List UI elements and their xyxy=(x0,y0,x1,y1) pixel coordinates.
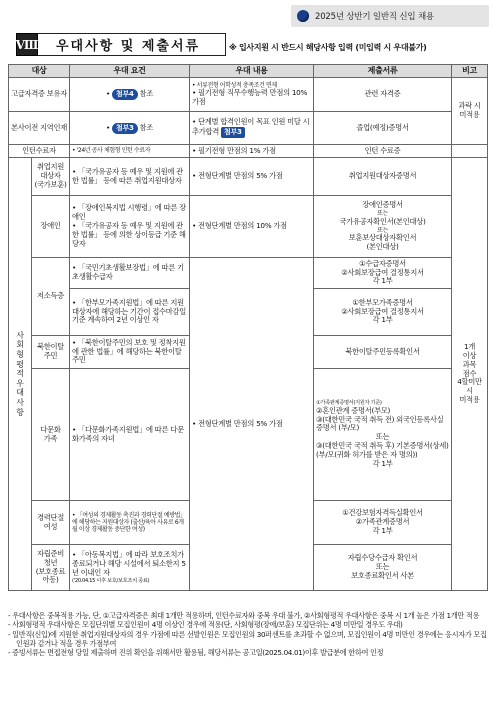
documents-cell xyxy=(314,501,452,545)
requirement-text: 「여성의 경제활동 촉진과 경력단절 예방법」에 해당하는 지원대상자 (출산/육아 사유로 6개월 이상 경제활동 중단한 여성) xyxy=(72,511,186,534)
doc-line: 또는 xyxy=(375,562,390,572)
doc-line: 보호종료확인서 사본 xyxy=(351,570,414,580)
social-note-cell xyxy=(452,158,488,591)
content-text: 서류전형 어학성적 충족조건 면제 xyxy=(196,81,277,89)
target-line: 취업지원 xyxy=(37,162,64,172)
note-cell-empty xyxy=(452,145,488,158)
header-requirement: 우대 요건 xyxy=(70,65,190,78)
content-text: 필기전형 만점의 1% 가점 xyxy=(198,145,276,155)
requirement-line: • 「장애인복지법 시행령」에 따른 장애인 xyxy=(72,203,186,222)
table-row xyxy=(9,196,488,258)
requirement-cell: • 「국민기초생활보장법」에 따른 기초생활수급자 xyxy=(70,258,190,289)
table-row xyxy=(9,158,488,196)
header-content: 우대 내용 xyxy=(190,65,314,78)
documents-cell xyxy=(314,258,452,289)
note-line: 미적용 xyxy=(459,395,480,405)
doc-line: ③(대한민국 국적 취득 전) 외국인등록사실증명서 (부/모) xyxy=(316,414,444,433)
target-cell: 인턴수료자 xyxy=(9,145,70,158)
attachment-badge: 첨부3 xyxy=(112,123,138,134)
doc-line: ①가족관계증명서(지원자 기준) xyxy=(316,400,382,407)
target-cell: 고급자격증 보유자 xyxy=(9,78,70,112)
doc-line: ③(대한민국 국적 취득 후) 기본증명서(상세) (부/모(귀화 허가를 받은 자 명의)) xyxy=(316,441,449,460)
footnote: - 일반직(신입)에 지원한 취업지원대상자의 경우 가점에 따른 선발인원은 모집인원의 30퍼센트를 초과할 수 없으며, 모집인원이 4명 미만인 경우에는 응시자가 모집인원과 같거나 적을 경우 가점부여 xyxy=(8,629,487,649)
bullet-dot-icon xyxy=(297,10,309,22)
side-char: 대 xyxy=(16,388,24,398)
header-target: 대상 xyxy=(9,65,70,78)
doc-line: 또는 xyxy=(375,432,390,442)
target-line: 경력단절 xyxy=(37,512,64,522)
target-line: 청년 xyxy=(43,557,58,567)
requirement-cell: • 「북한이탈주민의 보호 및 정착지원에 관한 법률」에 해당하는 북한이탈주민 xyxy=(70,336,190,369)
content-cell: • 단계별 합격인원이 목표 인원 미달 시 추가합격 첨부3 xyxy=(190,112,314,145)
footnote: - 사회형평적 우대사항은 모집단위별 모집인원이 4명 이상인 경우에 적용(단, 사회형평(장애/보훈) 모집단위는 4명 미만일 경우도 우대) xyxy=(8,620,403,630)
table-row xyxy=(9,258,488,289)
table-row xyxy=(9,112,488,145)
note-line: 과목 xyxy=(462,359,477,369)
header-documents: 제출서류 xyxy=(314,65,452,78)
side-char: 항 xyxy=(16,407,24,417)
documents-cell: 취업지원대상자증명서 xyxy=(314,158,452,196)
requirement-text: 「한부모가족지원법」에 따른 지원대상자에 해당하는 기간이 접수마감일 기준 계속하여 2년 이상인 자 xyxy=(72,297,187,325)
content-cell: • 전형단계별 만점의 5% 가점 xyxy=(190,158,314,196)
requirement-text: '24년 공사 체험형 인턴 수료자 xyxy=(76,147,151,155)
requirement-text: 「국가유공자 등 예우 및 지원에 관한 법률」 등에 의한 상이등급 기준 해당자 xyxy=(72,221,186,248)
doc-line: 보훈보상대상자확인서 xyxy=(348,232,417,242)
target-cell: 장애인 xyxy=(32,196,70,258)
target-line: 북한이탈 xyxy=(37,342,64,352)
target-line: 주민 xyxy=(43,351,58,360)
requirement-text: 「아동복지법」에 따라 보호조치가 종료되거나 해당 시설에서 퇴소한지 5년 이내인 자 xyxy=(72,549,186,577)
documents-cell: 졸업(예정)증명서 xyxy=(314,112,452,145)
content-text: 전형단계별 만점의 10% 가점 xyxy=(198,221,287,231)
requirement-text: 「장애인복지법 시행령」에 따른 장애인 xyxy=(72,203,186,222)
target-cell xyxy=(32,158,70,196)
requirement-text: 참조 xyxy=(139,89,154,98)
requirement-cell: • 「다문화가족지원법」에 따른 다문화가족의 자녀 xyxy=(70,369,190,501)
content-line: • 서류전형 어학성적 충족조건 면제 xyxy=(192,81,277,89)
header-note: 비고 xyxy=(452,65,488,78)
requirement-text: 「국민기초생활보장법」에 따른 기초생활수급자 xyxy=(72,263,184,281)
side-char: 형 xyxy=(16,350,24,360)
content-cell: • 전형단계별 만점의 10% 가점 xyxy=(190,196,314,258)
footnote: - 증빙서류는 면접전형 당일 제출하며 진위 확인을 위해서만 활용됨, 해당서류는 공고일(2025.04.01)이후 발급분에 한하여 인정 xyxy=(8,648,384,658)
doc-line: 또는 xyxy=(377,226,388,234)
target-cell xyxy=(32,336,70,369)
target-cell: 본사이전 지역인재 xyxy=(9,112,70,145)
doc-line: 자립수당수급자 확인서 xyxy=(347,553,418,563)
doc-line: ②가족관계증명서 xyxy=(355,517,410,527)
content-cell xyxy=(190,78,314,112)
side-char: 우 xyxy=(16,378,24,388)
target-cell xyxy=(32,545,70,591)
note-cell: 과락 시 미적용 xyxy=(452,78,488,145)
requirement-subtext: ('20.04.15 이후 보호/보호조치 종료) xyxy=(72,577,150,584)
documents-cell: 북한이탈주민등록확인서 xyxy=(314,336,452,369)
requirement-text: 「다문화가족지원법」에 따른 다문화가족의 자녀 xyxy=(72,424,184,443)
requirement-text: 「북한이탈주민의 보호 및 정착지원에 관한 법률」에 해당하는 북한이탈주민 xyxy=(72,337,186,365)
section-number: Ⅷ xyxy=(16,33,38,56)
doc-line: ②혼인관계 증명서(부모) xyxy=(316,405,391,415)
side-char: 평 xyxy=(16,359,24,369)
documents-cell xyxy=(314,196,452,258)
side-char: 적 xyxy=(16,369,24,379)
content-cell: • 필기전형 만점의 1% 가점 xyxy=(190,145,314,158)
documents-cell xyxy=(314,369,452,501)
doc-line: ②사회보장급여 결정통지서 xyxy=(341,267,424,277)
note-line: 4할미만 xyxy=(457,377,482,387)
requirement-cell: • 첨부3 참조 xyxy=(70,112,190,145)
note-line: 점수 xyxy=(462,368,477,378)
doc-line: 각 1부 xyxy=(372,525,393,535)
side-char: 회 xyxy=(16,340,24,350)
table-row xyxy=(9,145,488,158)
section-note: ※ 입사지원 시 반드시 해당사항 입력 (미입력 시 우대불가) xyxy=(229,43,427,52)
documents-cell xyxy=(314,545,452,591)
doc-line: 각 1부 xyxy=(372,458,393,468)
footnote: - 우대사항은 중복적용 가능, 단, ①고급자격증은 최대 1개만 적용하며, 인턴수료자와 중복 우대 불가, ②사회형평적 우대사항은 중복 시 1개 높은 가점 1개만 적용 xyxy=(8,611,480,620)
doc-line: 장애인증명서 xyxy=(362,200,403,210)
content-text: 필기전형 직무수행능력 만점의 10% 가점 xyxy=(192,88,308,107)
requirement-cell: • 「여성의 경제활동 촉진과 경력단절 예방법」에 해당하는 지원대상자 (출산/육아 사유로 6개월 이상 경제활동 중단한 여성) xyxy=(70,501,190,545)
side-char: 사 xyxy=(16,330,24,340)
table-header-row xyxy=(9,65,488,78)
doc-line: ①한부모가족증명서 xyxy=(352,297,413,307)
target-line: (국가보훈) xyxy=(34,179,67,189)
content-cell: • 전형단계별 만점의 5% 가점 xyxy=(190,258,314,591)
doc-line: (본인대상) xyxy=(366,241,399,251)
content-text: 단계별 합격인원이 목표 인원 미달 시 추가합격 xyxy=(192,117,310,136)
requirement-cell: • 「한부모가족지원법」에 따른 지원대상자에 해당하는 기간이 접수마감일 기준 계속하여 2년 이상인 자 xyxy=(70,289,190,336)
note-line: 시 xyxy=(466,386,473,396)
doc-line: 국가유공자확인서(본인대상) xyxy=(339,216,426,226)
requirement-line: • 「국가유공자 등 예우 및 지원에 관한 법률」 등에 의한 상이등급 기준 해당자 xyxy=(72,221,186,248)
target-line: 가족 xyxy=(43,433,58,443)
requirement-cell: • 「아동복지법」에 따라 보호조치가 종료되거나 해당 시설에서 퇴소한지 5년 이내인 자 ('20.04.15 이후 보호/보호조치 종료) xyxy=(70,545,190,591)
requirement-text: 참조 xyxy=(139,122,154,132)
target-cell xyxy=(32,501,70,545)
requirement-cell: • 「국가유공자 등 예우 및 지원에 관한 법률」 등에 따른 취업지원대상자 xyxy=(70,158,190,196)
section-title: 우대사항 및 제출서류 xyxy=(38,33,226,56)
content-text: 전형단계별 만점의 5% 가점 xyxy=(198,171,283,181)
target-line: 아동) xyxy=(42,575,59,585)
target-line: 다문화 xyxy=(40,424,61,434)
attachment-badge: 첨부4 xyxy=(112,89,138,100)
note-line: 이상 xyxy=(462,350,477,360)
requirement-cell: • '24년 공사 체험형 인턴 수료자 xyxy=(70,145,190,158)
social-category-label xyxy=(9,158,32,591)
documents-cell: 관련 자격증 xyxy=(314,78,452,112)
recruitment-header-label: 2025년 상반기 일반직 신입 채용 xyxy=(315,12,434,22)
target-line: (보호종료 xyxy=(35,566,66,576)
target-line: 대상자 xyxy=(40,171,61,181)
target-cell xyxy=(32,369,70,501)
requirement-text: 「국가유공자 등 예우 및 지원에 관한 법률」 등에 따른 취업지원대상자 xyxy=(72,166,183,185)
doc-line: 각 1부 xyxy=(372,276,393,286)
footnotes xyxy=(8,611,490,658)
doc-line: ①건강보험자격득실확인서 xyxy=(342,508,423,518)
requirement-cell: • 첨부4 참조 xyxy=(70,78,190,112)
preference-table xyxy=(8,64,488,591)
target-cell: 저소득층 xyxy=(32,258,70,336)
doc-line: ①수급자증명서 xyxy=(359,258,406,268)
note-line: 1개 xyxy=(463,341,476,351)
doc-line: 또는 xyxy=(377,210,388,218)
content-line: • 필기전형 직무수행능력 만점의 10% 가점 xyxy=(192,88,308,107)
content-text: 전형단계별 만점의 5% 가점 xyxy=(198,418,283,428)
side-char: 사 xyxy=(16,397,24,407)
recruitment-header-bar xyxy=(291,5,489,27)
table-row xyxy=(9,78,488,112)
documents-cell: 인턴 수료증 xyxy=(314,145,452,158)
doc-line: 각 1부 xyxy=(372,315,393,325)
target-line: 자립준비 xyxy=(37,548,64,558)
attachment-badge: 첨부3 xyxy=(221,127,245,138)
section-heading xyxy=(16,33,226,56)
documents-cell xyxy=(314,289,452,336)
doc-line: ②사회보장급여 결정통지서 xyxy=(341,306,424,316)
requirement-cell xyxy=(70,196,190,258)
target-line: 여성 xyxy=(43,521,58,531)
